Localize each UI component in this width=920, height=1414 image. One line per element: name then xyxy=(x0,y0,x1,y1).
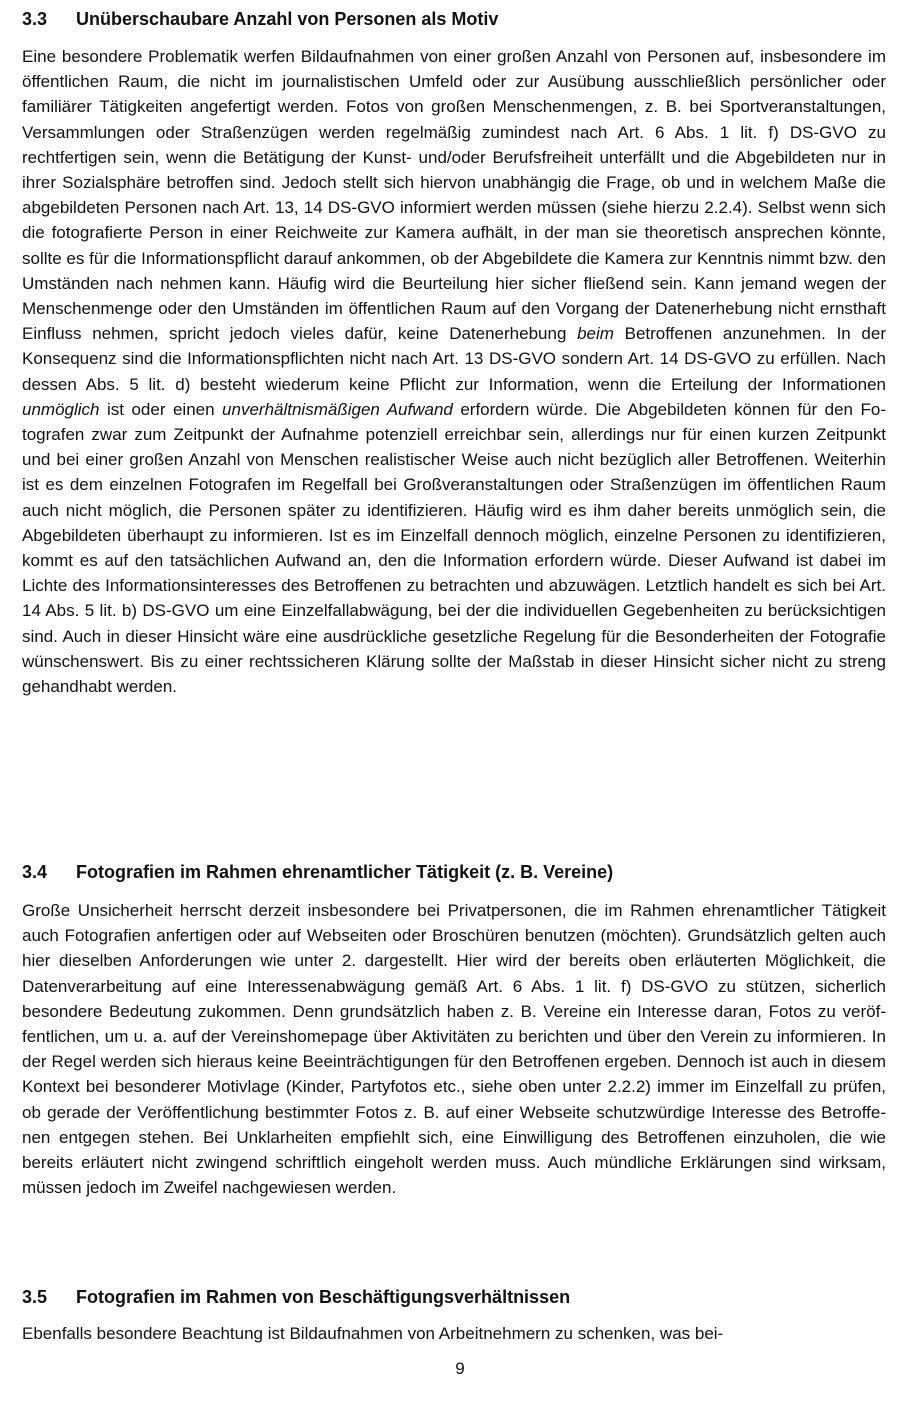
paragraph-text: Große Unsicherheit herrscht derzeit insbesondere bei Privatpersonen, die im Rahmen ehrenamtlicher Tätigkeit auch Fotografien anfertigen oder auf Webseiten oder Broschüren benutzen (möchten). Grundsätzlich gelten auch hier dieselben Anforderungen wie unter 2. dargestellt. Hier wird der bereits oben erläuterten Möglichkeit, die Datenverarbeitung auf eine Interessenabwägung gemäß Art. 6 Abs. 1 lit. f) DS-GVO zu stützen, sicherlich besondere Bedeutung zukommen. Denn grundsätzlich haben z. B. Vereine ein Interesse daran, Fotos zu veröffentlichen, um u. a. auf der Vereinshomepage über Aktivitäten zu berichten und über den Verein zu informieren. In der Regel werden sich hieraus keine Beeinträchtigungen für den Betroffenen ergeben. Dennoch ist auch in diesem Kontext bei besonderer Motivlage (Kinder, Partyfotos etc., siehe oben unter 2.2.2) immer im Einzelfall zu prüfen, ob gerade der Veröffentlichung bestimmter Fotos z. B. auf einer Webseite schutzwürdige Interesse des Betroffenen entgegen stehen. Bei Unklarheiten empfiehlt sich, eine Einwilligung des Betroffenen einzuholen, die wie bereits erläutert nicht zwingend schriftlich eingeholt werden muss. Auch mündliche Erklärungen sind wirksam, müssen jedoch im Zweifel nachgewiesen werden. xyxy=(22,901,886,1198)
page-number: 9 xyxy=(455,1359,465,1378)
emphasized-text: unmöglich xyxy=(22,399,100,419)
section-paragraph xyxy=(22,1321,886,1346)
paragraph-text: Eine besondere Problematik werfen Bildaufnahmen von einer großen Anzahl von Personen auf, insbesondere im öffentlichen Raum, die nicht im journalistischen Umfeld oder zur Ausübung ausschließlich persönlicher oder familiärer Tätigkeiten angefertigt werden. Fotos von großen Menschenmengen, z. B. bei Sportveranstaltungen, Versammlungen oder Straßenzügen werden regelmäßig zumindest nach Art. 6 Abs. 1 lit. f) DS-GVO zu rechtfertigen sein, wenn die Betätigung der Kunst- und/oder Berufsfreiheit unterfällt und die Abgebildeten nur in ihrer Sozialsphäre betroffen sind. Jedoch stellt sich hiervon unabhängig die Frage, ob und in welchem Maße die abgebildeten Personen nach Art. 13, 14 DS-GVO informiert werden müssen (siehe hierzu 2.2.4). Selbst wenn sich die fotografierte Person in einer Reichweite zur Kamera aufhält, in der man sie theoretisch ansprechen könnte, sollte es für die Informationspflicht darauf ankommen, ob der Abgebildete die Kamera zur Kenntnis nimmt bzw. den Umständen nach nehmen kann. Häufig wird die Beurteilung hier sicher fließend sein. Kann jemand wegen der Menschenmenge oder den Umständen im öffentlichen Raum auf den Vorgang der Datenerhebung nicht ernsthaft Einfluss nehmen, spricht jedoch vieles dafür, keine Datenerhebung xyxy=(22,47,886,344)
section-paragraph xyxy=(22,898,886,1200)
paragraph-text: erfordern würde. Die Abgebildeten können für den Fotografen zwar zum Zeitpunkt der Aufnahme potenziell erreichbar sein, allerdings nur für einen kurzen Zeitpunkt und bei einer großen Anzahl von Menschen realistischer Weise auch nicht bezüglich aller Betroffenen. Weiterhin ist es dem einzelnen Fotografen im Regelfall bei Großveranstaltungen oder Straßenzügen im öffentlichen Raum auch nicht möglich, die Personen später zu identifizieren. Häufig wird es ihm daher bereits unmöglich sein, die Abgebildeten überhaupt zu informieren. Ist es im Einzelfall dennoch möglich, einzelne Personen zu identifizieren, kommt es auf den tatsächlichen Aufwand an, den die Information erfordern würde. Dieser Aufwand ist dabei im Lichte des Informationsinteresses des Betroffenen zu betrachten und abzuwägen. Letztlich handelt es sich bei Art. 14 Abs. 5 lit. b) DS-GVO um eine Einzelfallabwägung, bei der die individuellen Gegebenheiten zu berücksichtigen sind. Auch in dieser Hinsicht wäre eine ausdrückliche gesetzliche Regelung für die Besonderheiten der Fotografie wünschenswert. Bis zu einer rechtssicheren Klärung sollte der Maßstab in dieser Hinsicht sicher nicht zu streng gehandhabt werden. xyxy=(22,399,886,697)
emphasized-text: beim xyxy=(577,324,614,344)
emphasized-text: unverhältnismäßigen Aufwand xyxy=(222,399,453,419)
section-number: 3.4 xyxy=(22,862,48,882)
section-heading xyxy=(22,861,613,883)
section-title: Fotografien im Rahmen ehrenamtlicher Tätigkeit (z. B. Vereine) xyxy=(76,862,614,882)
section-number: 3.5 xyxy=(22,1287,48,1307)
section-paragraph xyxy=(22,44,886,699)
section-title: Fotografien im Rahmen von Beschäftigungsverhältnissen xyxy=(76,1287,571,1307)
paragraph-text: ist oder einen xyxy=(99,399,223,419)
section-heading xyxy=(22,8,498,30)
section-number: 3.3 xyxy=(22,9,48,29)
section-heading xyxy=(22,1286,570,1308)
section-title: Unüberschaubare Anzahl von Personen als Motiv xyxy=(76,9,499,29)
paragraph-text: Betroffenen anzunehmen. In der Konsequenz sind die Informationspflichten nicht nach Art. 13 DS-GVO sondern Art. 14 DS-GVO zu erfüllen. Nach dessen Abs. 5 lit. d) besteht wiederum keine Pflicht zur Information, wenn die Erteilung der Informationen xyxy=(22,324,886,394)
paragraph-text: Ebenfalls besondere Beachtung ist Bildaufnahmen von Arbeitnehmern zu schenken, was bei- xyxy=(22,1324,724,1343)
